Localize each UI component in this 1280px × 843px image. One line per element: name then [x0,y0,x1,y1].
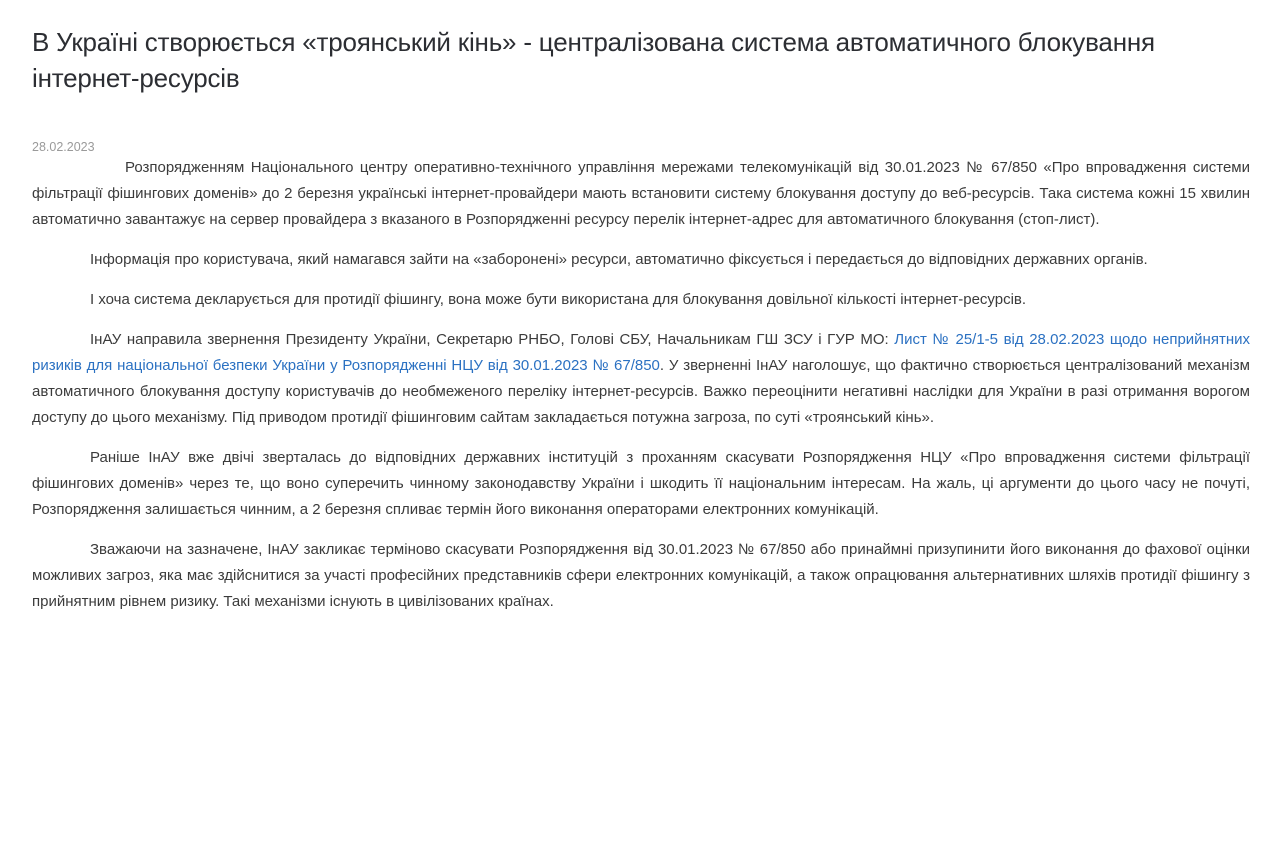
paragraph-4 [32,327,1250,431]
paragraph-4-tail: . У зверненні ІнАУ наголошує, що фактично створюється централізований механізм автоматичного блокування доступу користувачів до необмеженого переліку інтернет-ресурсів. Важко переоцінити негативні наслідки для України в разі отримання ворогом доступу до цього механізму. Під приводом протидії фішинговим сайтам закладається потужна загроза, по суті «троянський кінь». [32,357,1250,426]
paragraph-6: Зважаючи на зазначене, ІнАУ закликає терміново скасувати Розпорядження від 30.01.2023 № 67/850 або принаймні призупинити його виконання до фахової оцінки можливих загроз, яка має здійснитися за участі професійних представників сфери електронних комунікацій, а також опрацювання альтернативних шляхів протидії фішингу з прийнятним рівнем ризику. Такі механізми існують в цивілізованих країнах. [32,541,1250,610]
paragraph-2: Інформація про користувача, який намагався зайти на «заборонені» ресурси, автоматично фіксується і передається до відповідних державних органів. [90,251,1148,268]
article-body [32,155,1250,615]
paragraph-5: Раніше ІнАУ вже двічі зверталась до відповідних державних інституцій з проханням скасувати Розпорядження НЦУ «Про впровадження системи фільтрації фішингових доменів» через те, що воно суперечить чинному законодавству України і шкодить її національним інтересам. На жаль, ці аргументи до цього часу не почуті, Розпорядження залишається чинним, а 2 березня спливає термін його виконання операторами електронних комунікацій. [32,449,1250,518]
letter-document-link[interactable]: Лист № 25/1-5 від 28.02.2023 щодо неприйнятних ризиків для національної безпеки України у Розпорядженні НЦУ від 30.01.2023 № 67/850 [32,331,1250,374]
paragraph-1: Розпорядженням Національного центру оперативно-технічного управління мережами телекомунікацій від 30.01.2023 № 67/850 «Про впровадження системи фільтрації фішингових доменів» до 2 березня українські інтернет-провайдери мають встановити систему блокування доступу до веб-ресурсів. Така система кожні 15 хвилин автоматично завантажує на сервер провайдера з вказаного в Розпорядженні ресурсу перелік інтернет-адрес для автоматичного блокування (стоп-лист). [32,159,1250,228]
paragraph-4-lead: ІнАУ направила звернення Президенту України, Секретарю РНБО, Голові СБУ, Начальникам ГШ ЗСУ і ГУР МО: [90,331,895,348]
publish-date: 28.02.2023 [32,140,95,154]
paragraph-3: І хоча система декларується для протидії фішингу, вона може бути використана для блокування довільної кількості інтернет-ресурсів. [90,291,1027,308]
article-title: В Україні створюється «троянський кінь» - централізована система автоматичного блокування інтернет-ресурсів [32,27,1155,93]
